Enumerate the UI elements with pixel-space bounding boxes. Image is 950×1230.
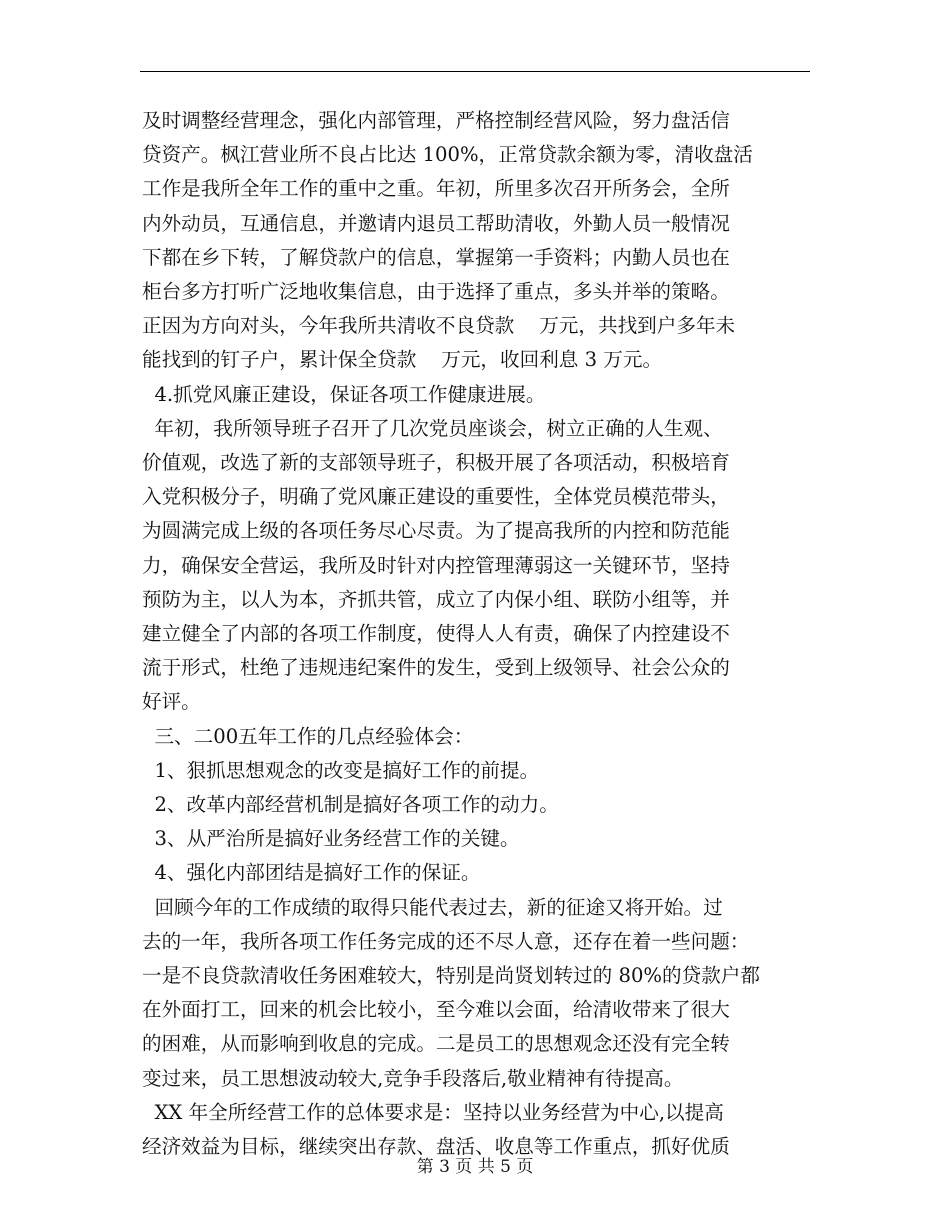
text-line: 价值观，改选了新的支部领导班子，积极开展了各项活动，积极培育 — [142, 451, 730, 475]
page-footer: 第 3 页 共 5 页 — [416, 1157, 534, 1177]
text-line: 能找到的钉子户，累计保全贷款 万元，收回利息 3 万元。 — [142, 348, 663, 372]
text-line: 3、从严治所是搞好业务经营工作的关键。 — [142, 827, 520, 851]
text-line: 的困难，从而影响到收息的完成。二是员工的思想观念还没有完全转 — [142, 1032, 730, 1056]
text-line: 工作是我所全年工作的重中之重。年初，所里多次召开所务会，全所 — [142, 177, 730, 201]
text-line: 1、狠抓思想观念的改变是搞好工作的前提。 — [142, 758, 540, 782]
text-line: 贷资产。枫江营业所不良占比达 100%，正常贷款余额为零，清收盘活 — [142, 143, 753, 167]
text-line: 下都在乡下转，了解贷款户的信息，掌握第一手资料；内勤人员也在 — [142, 245, 730, 269]
text-line: 入党积极分子，明确了党风廉正建设的重要性，全体党员模范带头， — [142, 485, 730, 509]
text-line: 及时调整经营理念，强化内部管理，严格控制经营风险，努力盘活信 — [142, 109, 730, 132]
text-line: 4、强化内部团结是搞好工作的保证。 — [142, 861, 481, 885]
text-line: 三、二00五年工作的几点经验体会： — [142, 724, 474, 748]
text-line: 一是不良贷款清收任务困难较大，特别是尚贤划转过的 80%的贷款户都 — [142, 964, 760, 988]
text-line: 在外面打工，回来的机会比较小，至今难以会面，给清收带来了很大 — [142, 998, 730, 1022]
text-line: 4.抓党风廉正建设，保证各项工作健康进展。 — [142, 382, 546, 406]
text-line: 回顾今年的工作成绩的取得只能代表过去，新的征途又将开始。过 — [142, 895, 723, 919]
text-line: 正因为方向对头，今年我所共清收不良贷款 万元，共找到户多年未 — [142, 314, 736, 338]
text-line: 为圆满完成上级的各项任务尽心尽责。为了提高我所的内控和防范能 — [142, 519, 730, 543]
text-line: XX 年全所经营工作的总体要求是：坚持以业务经营为中心,以提高 — [142, 1100, 724, 1124]
text-line: 预防为主，以人为本，齐抓共管，成立了内保小组、联防小组等，并 — [142, 587, 730, 611]
text-line: 流于形式，杜绝了违规违纪案件的发生，受到上级领导、社会公众的 — [142, 656, 730, 680]
text-line: 内外动员，互通信息，并邀请内退员工帮助清收，外勤人员一般情况 — [142, 211, 730, 235]
text-line: 去的一年，我所各项工作任务完成的还不尽人意，还存在着一些问题： — [142, 929, 750, 953]
text-line: 年初，我所领导班子召开了几次党员座谈会，树立正确的人生观、 — [142, 416, 723, 440]
text-line: 好评。 — [142, 690, 201, 714]
text-line: 柜台多方打听广泛地收集信息，由于选择了重点，多头并举的策略。 — [142, 280, 730, 304]
document-body — [142, 104, 810, 1164]
text-line: 力，确保安全营运，我所及时针对内控管理薄弱这一关键环节，坚持 — [142, 553, 730, 577]
text-line: 2、改革内部经营机制是搞好各项工作的动力。 — [142, 793, 559, 817]
text-line: 经济效益为目标，继续突出存款、盘活、收息等工作重点，抓好优质 — [142, 1135, 730, 1159]
header-rule — [140, 71, 810, 72]
text-line: 变过来，员工思想波动较大,竞争手段落后,敬业精神有待提高。 — [142, 1066, 684, 1090]
text-line: 建立健全了内部的各项工作制度，使得人人有责，确保了内控建设不 — [142, 622, 730, 646]
